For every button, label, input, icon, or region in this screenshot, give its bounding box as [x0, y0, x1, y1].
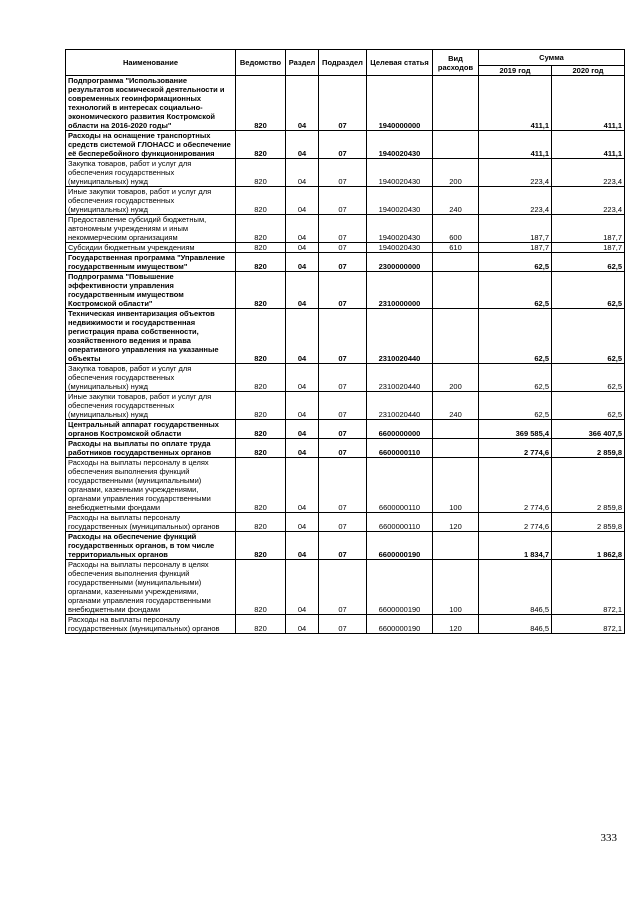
row-target-article: 2310020440 [367, 364, 433, 392]
row-target-article: 6600000110 [367, 439, 433, 458]
row-name: Центральный аппарат государственных органов Костромской области [66, 420, 236, 439]
row-subsection: 07 [319, 159, 367, 187]
row-section: 04 [286, 159, 319, 187]
row-target-article: 1940020430 [367, 243, 433, 253]
row-expense-type: 200 [433, 159, 479, 187]
row-department: 820 [236, 615, 286, 634]
row-expense-type [433, 420, 479, 439]
row-section: 04 [286, 532, 319, 560]
row-expense-type [433, 76, 479, 131]
row-name: Закупка товаров, работ и услуг для обеспечения государственных (муниципальных) нужд [66, 159, 236, 187]
row-subsection: 07 [319, 420, 367, 439]
row-sum-2019: 62,5 [479, 364, 552, 392]
row-sum-2019: 62,5 [479, 392, 552, 420]
row-target-article: 1940000000 [367, 76, 433, 131]
row-expense-type [433, 272, 479, 309]
row-sum-2020: 872,1 [552, 615, 625, 634]
row-sum-2019: 846,5 [479, 560, 552, 615]
row-subsection: 07 [319, 439, 367, 458]
page-number: 333 [600, 832, 617, 844]
row-department: 820 [236, 364, 286, 392]
row-department: 820 [236, 272, 286, 309]
row-target-article: 2300000000 [367, 253, 433, 272]
table-row [66, 420, 625, 439]
row-name: Расходы на оснащение транспортных средств системой ГЛОНАСС и обеспечение её бесперебойного функционирования [66, 131, 236, 159]
row-name: Расходы на выплаты персоналу государственных (муниципальных) органов [66, 615, 236, 634]
row-department: 820 [236, 159, 286, 187]
row-sum-2020: 62,5 [552, 392, 625, 420]
row-sum-2020: 223,4 [552, 187, 625, 215]
row-target-article: 1940020430 [367, 159, 433, 187]
row-expense-type [433, 439, 479, 458]
row-sum-2020: 872,1 [552, 560, 625, 615]
row-sum-2019: 411,1 [479, 131, 552, 159]
row-department: 820 [236, 560, 286, 615]
row-subsection: 07 [319, 253, 367, 272]
row-section: 04 [286, 76, 319, 131]
row-subsection: 07 [319, 187, 367, 215]
table-row [66, 187, 625, 215]
row-section: 04 [286, 420, 319, 439]
row-department: 820 [236, 420, 286, 439]
row-sum-2020: 62,5 [552, 272, 625, 309]
row-sum-2020: 411,1 [552, 76, 625, 131]
row-target-article: 2310000000 [367, 272, 433, 309]
header-name: Наименование [66, 50, 236, 76]
row-name: Государственная программа "Управление государственным имуществом" [66, 253, 236, 272]
header-section: Раздел [286, 50, 319, 76]
row-sum-2019: 2 774,6 [479, 439, 552, 458]
row-section: 04 [286, 309, 319, 364]
table-row [66, 215, 625, 243]
row-department: 820 [236, 392, 286, 420]
row-expense-type: 600 [433, 215, 479, 243]
row-sum-2020: 411,1 [552, 131, 625, 159]
row-sum-2020: 1 862,8 [552, 532, 625, 560]
row-expense-type [433, 131, 479, 159]
row-sum-2020: 187,7 [552, 243, 625, 253]
row-sum-2019: 2 774,6 [479, 513, 552, 532]
row-section: 04 [286, 215, 319, 243]
header-expense-type: Вид расходов [433, 50, 479, 76]
table-row [66, 532, 625, 560]
table-row [66, 309, 625, 364]
header-subsection: Подраздел [319, 50, 367, 76]
row-department: 820 [236, 309, 286, 364]
table-row [66, 131, 625, 159]
row-sum-2019: 2 774,6 [479, 458, 552, 513]
budget-table [65, 49, 625, 634]
row-department: 820 [236, 513, 286, 532]
table-row [66, 615, 625, 634]
row-sum-2019: 187,7 [479, 215, 552, 243]
row-name: Субсидии бюджетным учреждениям [66, 243, 236, 253]
row-department: 820 [236, 532, 286, 560]
row-section: 04 [286, 458, 319, 513]
row-department: 820 [236, 458, 286, 513]
row-sum-2019: 1 834,7 [479, 532, 552, 560]
row-section: 04 [286, 253, 319, 272]
table-row [66, 253, 625, 272]
table-row [66, 560, 625, 615]
header-department: Ведомство [236, 50, 286, 76]
row-subsection: 07 [319, 392, 367, 420]
row-target-article: 6600000190 [367, 615, 433, 634]
row-name: Иные закупки товаров, работ и услуг для обеспечения государственных (муниципальных) нужд [66, 187, 236, 215]
row-department: 820 [236, 76, 286, 131]
table-body [66, 76, 625, 634]
table-row [66, 243, 625, 253]
table-row [66, 76, 625, 131]
row-name: Расходы на выплаты персоналу государственных (муниципальных) органов [66, 513, 236, 532]
row-target-article: 2310020440 [367, 392, 433, 420]
table-row [66, 513, 625, 532]
row-sum-2020: 62,5 [552, 253, 625, 272]
header-2020: 2020 год [552, 66, 625, 76]
row-sum-2020: 187,7 [552, 215, 625, 243]
row-target-article: 6600000110 [367, 513, 433, 532]
row-sum-2019: 187,7 [479, 243, 552, 253]
row-subsection: 07 [319, 532, 367, 560]
row-sum-2019: 62,5 [479, 309, 552, 364]
row-expense-type: 240 [433, 392, 479, 420]
row-sum-2019: 369 585,4 [479, 420, 552, 439]
row-name: Расходы на выплаты персоналу в целях обеспечения выполнения функций государственными (муниципальными) органами, казенными учреждениями, органами управления государственными внебюджетными фондами [66, 458, 236, 513]
row-sum-2020: 2 859,8 [552, 439, 625, 458]
table-row [66, 272, 625, 309]
row-subsection: 07 [319, 76, 367, 131]
row-subsection: 07 [319, 243, 367, 253]
row-expense-type: 120 [433, 615, 479, 634]
row-section: 04 [286, 364, 319, 392]
row-subsection: 07 [319, 131, 367, 159]
row-section: 04 [286, 439, 319, 458]
row-name: Расходы на выплаты по оплате труда работников государственных органов [66, 439, 236, 458]
row-expense-type [433, 253, 479, 272]
row-target-article: 6600000000 [367, 420, 433, 439]
row-name: Техническая инвентаризация объектов недвижимости и государственная регистрация права собственности, хозяйственного ведения и права оперативного управления на указанные объекты [66, 309, 236, 364]
row-subsection: 07 [319, 309, 367, 364]
row-expense-type: 120 [433, 513, 479, 532]
row-sum-2019: 846,5 [479, 615, 552, 634]
row-department: 820 [236, 253, 286, 272]
row-expense-type: 100 [433, 560, 479, 615]
row-target-article: 1940020430 [367, 131, 433, 159]
row-name: Иные закупки товаров, работ и услуг для обеспечения государственных (муниципальных) нужд [66, 392, 236, 420]
table-row [66, 392, 625, 420]
row-section: 04 [286, 131, 319, 159]
row-sum-2020: 366 407,5 [552, 420, 625, 439]
row-expense-type: 100 [433, 458, 479, 513]
row-sum-2019: 62,5 [479, 272, 552, 309]
row-name: Подпрограмма "Использование результатов космической деятельности и современных геоинформационных технологий в интересах социально-экономического развития Костромской области на 2016-2020 годы" [66, 76, 236, 131]
row-section: 04 [286, 615, 319, 634]
table-row [66, 458, 625, 513]
row-section: 04 [286, 392, 319, 420]
row-name: Расходы на выплаты персоналу в целях обеспечения выполнения функций государственными (муниципальными) органами, казенными учреждениями, органами управления государственными внебюджетными фондами [66, 560, 236, 615]
row-name: Подпрограмма "Повышение эффективности управления государственным имуществом Костромской области" [66, 272, 236, 309]
row-sum-2020: 62,5 [552, 364, 625, 392]
row-sum-2020: 62,5 [552, 309, 625, 364]
row-name: Закупка товаров, работ и услуг для обеспечения государственных (муниципальных) нужд [66, 364, 236, 392]
row-target-article: 6600000190 [367, 560, 433, 615]
header-target-article: Целевая статья [367, 50, 433, 76]
table-row [66, 364, 625, 392]
row-department: 820 [236, 187, 286, 215]
row-subsection: 07 [319, 364, 367, 392]
row-section: 04 [286, 243, 319, 253]
row-department: 820 [236, 439, 286, 458]
row-expense-type: 610 [433, 243, 479, 253]
row-department: 820 [236, 131, 286, 159]
row-sum-2019: 411,1 [479, 76, 552, 131]
row-subsection: 07 [319, 215, 367, 243]
row-target-article: 2310020440 [367, 309, 433, 364]
row-name: Расходы на обеспечение функций государственных органов, в том числе территориальных органов [66, 532, 236, 560]
row-subsection: 07 [319, 560, 367, 615]
row-section: 04 [286, 272, 319, 309]
row-sum-2020: 223,4 [552, 159, 625, 187]
table-row [66, 159, 625, 187]
row-subsection: 07 [319, 513, 367, 532]
row-sum-2019: 223,4 [479, 187, 552, 215]
row-subsection: 07 [319, 615, 367, 634]
row-subsection: 07 [319, 458, 367, 513]
row-expense-type: 240 [433, 187, 479, 215]
row-sum-2020: 2 859,8 [552, 458, 625, 513]
row-section: 04 [286, 187, 319, 215]
table-row [66, 439, 625, 458]
row-name: Предоставление субсидий бюджетным, автономным учреждениям и иным некоммерческим организациям [66, 215, 236, 243]
row-expense-type [433, 532, 479, 560]
row-department: 820 [236, 243, 286, 253]
row-target-article: 1940020430 [367, 215, 433, 243]
row-section: 04 [286, 513, 319, 532]
row-department: 820 [236, 215, 286, 243]
row-subsection: 07 [319, 272, 367, 309]
row-sum-2020: 2 859,8 [552, 513, 625, 532]
row-section: 04 [286, 560, 319, 615]
row-target-article: 6600000110 [367, 458, 433, 513]
row-sum-2019: 223,4 [479, 159, 552, 187]
row-target-article: 1940020430 [367, 187, 433, 215]
row-expense-type: 200 [433, 364, 479, 392]
row-target-article: 6600000190 [367, 532, 433, 560]
row-expense-type [433, 309, 479, 364]
header-2019: 2019 год [479, 66, 552, 76]
row-sum-2019: 62,5 [479, 253, 552, 272]
header-sum: Сумма [479, 50, 625, 66]
